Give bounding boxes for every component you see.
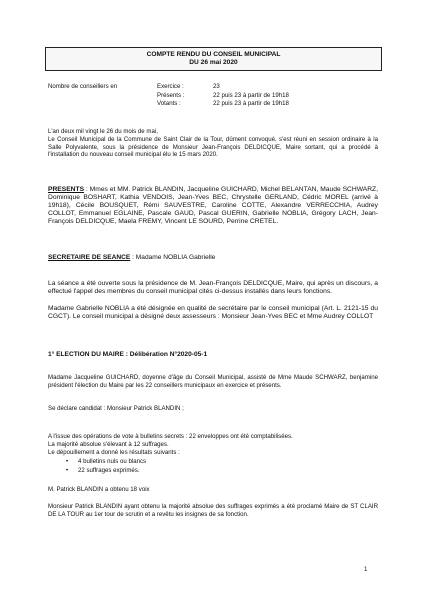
page-title: COMPTE RENDU DU CONSEIL MUNICIPAL: [146, 51, 281, 58]
secretaire-label: SECRETAIRE DE SEANCE: [48, 254, 131, 261]
intro-date-line: L'an deux mil vingt le 26 du mois de mai,: [48, 128, 158, 135]
votants-value: 22 puis 23 à partir de 19h18: [213, 100, 289, 107]
presents-text: : Mmes et MM. Patrick BLANDIN, Jacqueline GUICHARD, Michel BELANTAN, Maude SCHWARZ, Dominique BOSHART, Kathia VENDOIS, Jean-Yves BEC, Chrystelle GERLAND, Cédric MOREL (arrivé à 19h18), Cécile BOUSQUET, Rémi SAUVESTRE, Caroline COTTE, Alexandre VERRECCHIA, Audrey COLLOT, Emmanuel EGLAINE, Pascale GAUD, Pascal GUERIN, Gabrielle NOBLIA, Grégory LACH, Jean-François DELDICQUE, Maela FREMY, Vincent LE SOURD, Perrine CRETEL.: [48, 186, 378, 226]
vote-line-3: Le dépouillement a donné les résultats suivants :: [48, 449, 180, 456]
bullet-icon: •: [66, 458, 69, 465]
election-paragraph: Madame Jacqueline GUICHARD, doyenne d'âge du Conseil Municipal, assisté de Mme Maude SCHWARZ, benjamine président l'élection du Maire par les 22 conseillers municipaux en exercice et présents.: [48, 374, 378, 389]
exercice-value: 23: [213, 83, 220, 90]
result-line: M. Patrick BLANDIN a obtenu 18 voix: [48, 486, 150, 493]
list-item: • 22 suffrages exprimés.: [66, 466, 140, 474]
intro-paragraph: Le Conseil Municipal de la Commune de Saint Clair de la Tour, dûment convoqué, s'est réuni en session ordinaire à la Salle Polyvalente, sous la présidence de Monsieur Jean-François DELDICQUE, Maire sortant, qui a procédé à l'installation du nouveau conseil municipal élu le 15 mars 2020.: [48, 136, 378, 159]
presents-count-value: 22 puis 23 à partir de 19h18: [213, 91, 289, 99]
title-box: [45, 47, 382, 71]
vote-line-2: La majorité absolue s'élevant à 12 suffrages.: [48, 441, 169, 448]
secretaire-text: : Madame NOBLIA Gabrielle: [130, 254, 216, 261]
secretaire-line: [48, 254, 215, 262]
election-heading: 1° ELECTION DU MAIRE : Délibération N°2020-05-1: [48, 351, 208, 358]
presents-count-label: Présents :: [157, 91, 185, 99]
bullet-icon: •: [66, 466, 69, 474]
vote-line-1: A l'issue des opérations de vote à bulletins secrets : 22 enveloppes ont été comptabilisées.: [48, 433, 293, 440]
votants-label: Votants :: [157, 100, 181, 107]
seance-paragraph-2: Madame Gabrielle NOBLIA a été désignée en qualité de secrétaire par le conseil municipal (Art. L. 2121-15 du CGCT). Le conseil municipal a désigné deux assesseurs : Monsieur Jean-Yves BEC et Mme Audrey COLLOT: [48, 304, 378, 320]
seance-paragraph-1: La séance a été ouverte sous la présidence de M. Jean-François DELDICQUE, Maire, qui après un discours, a effectué l'appel des membres du conseil municipal cités ci-dessus installés dans leurs fonctions.: [48, 280, 378, 296]
candidat-line: Se déclare candidat : Monsieur Patrick BLANDIN ;: [48, 405, 184, 412]
counts-label: Nombre de conseillers en: [48, 83, 118, 90]
presents-paragraph: [48, 186, 378, 226]
exercice-label: Exercice :: [157, 83, 184, 90]
presents-label: PRESENTS: [48, 186, 85, 193]
page-subtitle: DU 26 mai 2020: [189, 59, 238, 66]
list-item: • 4 bulletins nuls ou blancs: [66, 458, 147, 465]
final-paragraph: Monsieur Patrick BLANDIN ayant obtenu la majorité absolue des suffrages exprimés a été proclamé Maire de ST CLAIR DE LA TOUR au 1er tour de scrutin et a revêtu les insignes de sa fonction.: [48, 503, 378, 518]
page-number: 1: [364, 566, 368, 573]
